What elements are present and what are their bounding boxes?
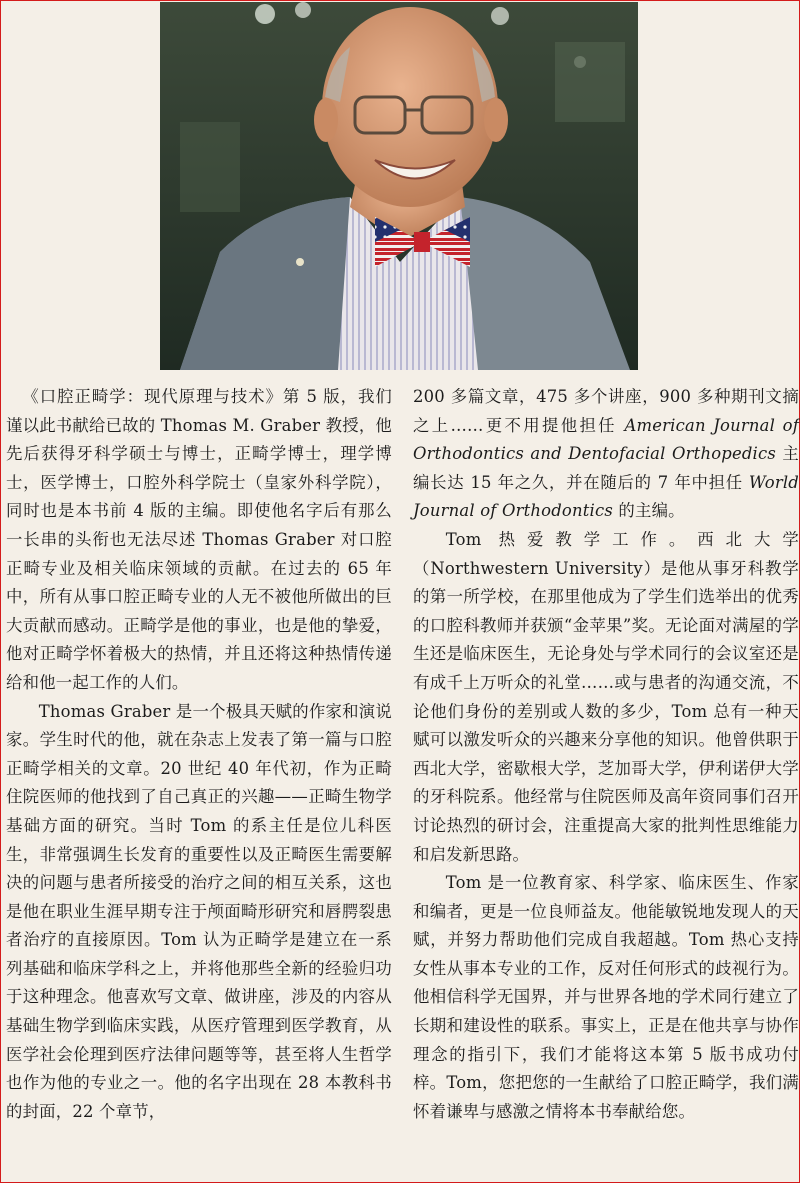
left-paragraph-2: Thomas Graber 是一个极具天赋的作家和演说家。学生时代的他，就在杂志上发表了第一篇与口腔正畸学相关的文章。20 世纪 40 年代初，作为正畸住院医师的他找到了自己真正的兴趣——正畸生物学基础方面的研究。当时 Tom 的系主任是位儿科医生，非常强调生长发育的重要性以及正畸医生需要解决的问题与患者所接受的治疗之间的相互关系，这也是他在职业生涯早期专注于颅面畸形研究和唇腭裂患者治疗的直接原因。Tom 认为正畸学是建立在一系列基础和临床学科之上，并将他那些全新的经验归功于这种理念。他喜欢写文章、做讲座，涉及的内容从基础生物学到临床实践，从医疗管理到医学教育，从医学社会伦理到医疗法律问题等等，甚至将人生哲学也作为他的专业之一。他的名字出现在 28 本教科书的封面，22 个章节， <box>6 701 392 1121</box>
right-paragraph-1-text-b: 主编长达 15 年之久，并在随后的 7 年中担任 <box>413 444 799 492</box>
right-paragraph-2: Tom 热爱教学工作。西北大学（Northwestern University）是他从事牙科教学的第一所学校，在那里他成为了学生们选举出的优秀的口腔科教师并获颁“金苹果”奖。无论面对满屋的学生还是临床医生，无论身处与学术同行的会议室还是有成千上万听众的礼堂……或与患者的沟通交流，不论他们身份的差别或人数的多少，Tom 总有一种天赋可以激发听众的兴趣来分享他的知识。他曾供职于西北大学，密歇根大学，芝加哥大学，伊利诺伊大学的牙科院系。他经常与住院医师及高年资同事们召开讨论热烈的研讨会，注重提高大家的批判性思维能力和启发新思路。 <box>413 529 799 864</box>
portrait-illustration <box>160 2 638 370</box>
right-column <box>413 383 799 1126</box>
journal-title-wjo: World Journal of Orthodontics <box>413 472 799 521</box>
right-paragraph-1-text-a: 200 多篇文章，475 多个讲座，900 多种期刊文摘之上……更不用提他担任 <box>413 387 799 435</box>
right-paragraph-1 <box>413 383 799 526</box>
right-paragraph-1-text-c: 的主编。 <box>612 501 685 521</box>
portrait-photo <box>160 2 638 370</box>
left-paragraph-1: 《口腔正畸学：现代原理与技术》第 5 版，我们谨以此书献给已故的 Thomas M. Graber 教授，他先后获得牙科学硕士与博士，正畸学博士，理学博士，医学博士，口腔外科学院士（皇家外科学院），同时也是本书前 4 版的主编。即使他名字后有那么一长串的头衔也无法尽述 Thomas Graber 对口腔正畸专业及相关临床领域的贡献。在过去的 65 年中，所有从事口腔正畸专业的人无不被他所做出的巨大贡献而感动。正畸学是他的事业，也是他的挚爱，他对正畸学怀着极大的热情，并且还将这种热情传递给和他一起工作的人们。 <box>6 387 392 692</box>
right-paragraph-3: Tom 是一位教育家、科学家、临床医生、作家和编者，更是一位良师益友。他能敏锐地发现人的天赋，并努力帮助他们完成自我超越。Tom 热心支持女性从事本专业的工作，反对任何形式的歧视行为。他相信科学无国界，并与世界各地的学术同行建立了长期和建设性的联系。事实上，正是在他共享与协作理念的指引下，我们才能将这本第 5 版书成功付梓。Tom，您把您的一生献给了口腔正畸学，我们满怀着谦卑与感激之情将本书奉献给您。 <box>413 873 799 1121</box>
journal-title-ajo: American Journal of Orthodontics and Dentofacial Orthopedics <box>413 415 799 464</box>
left-column <box>6 383 392 1126</box>
